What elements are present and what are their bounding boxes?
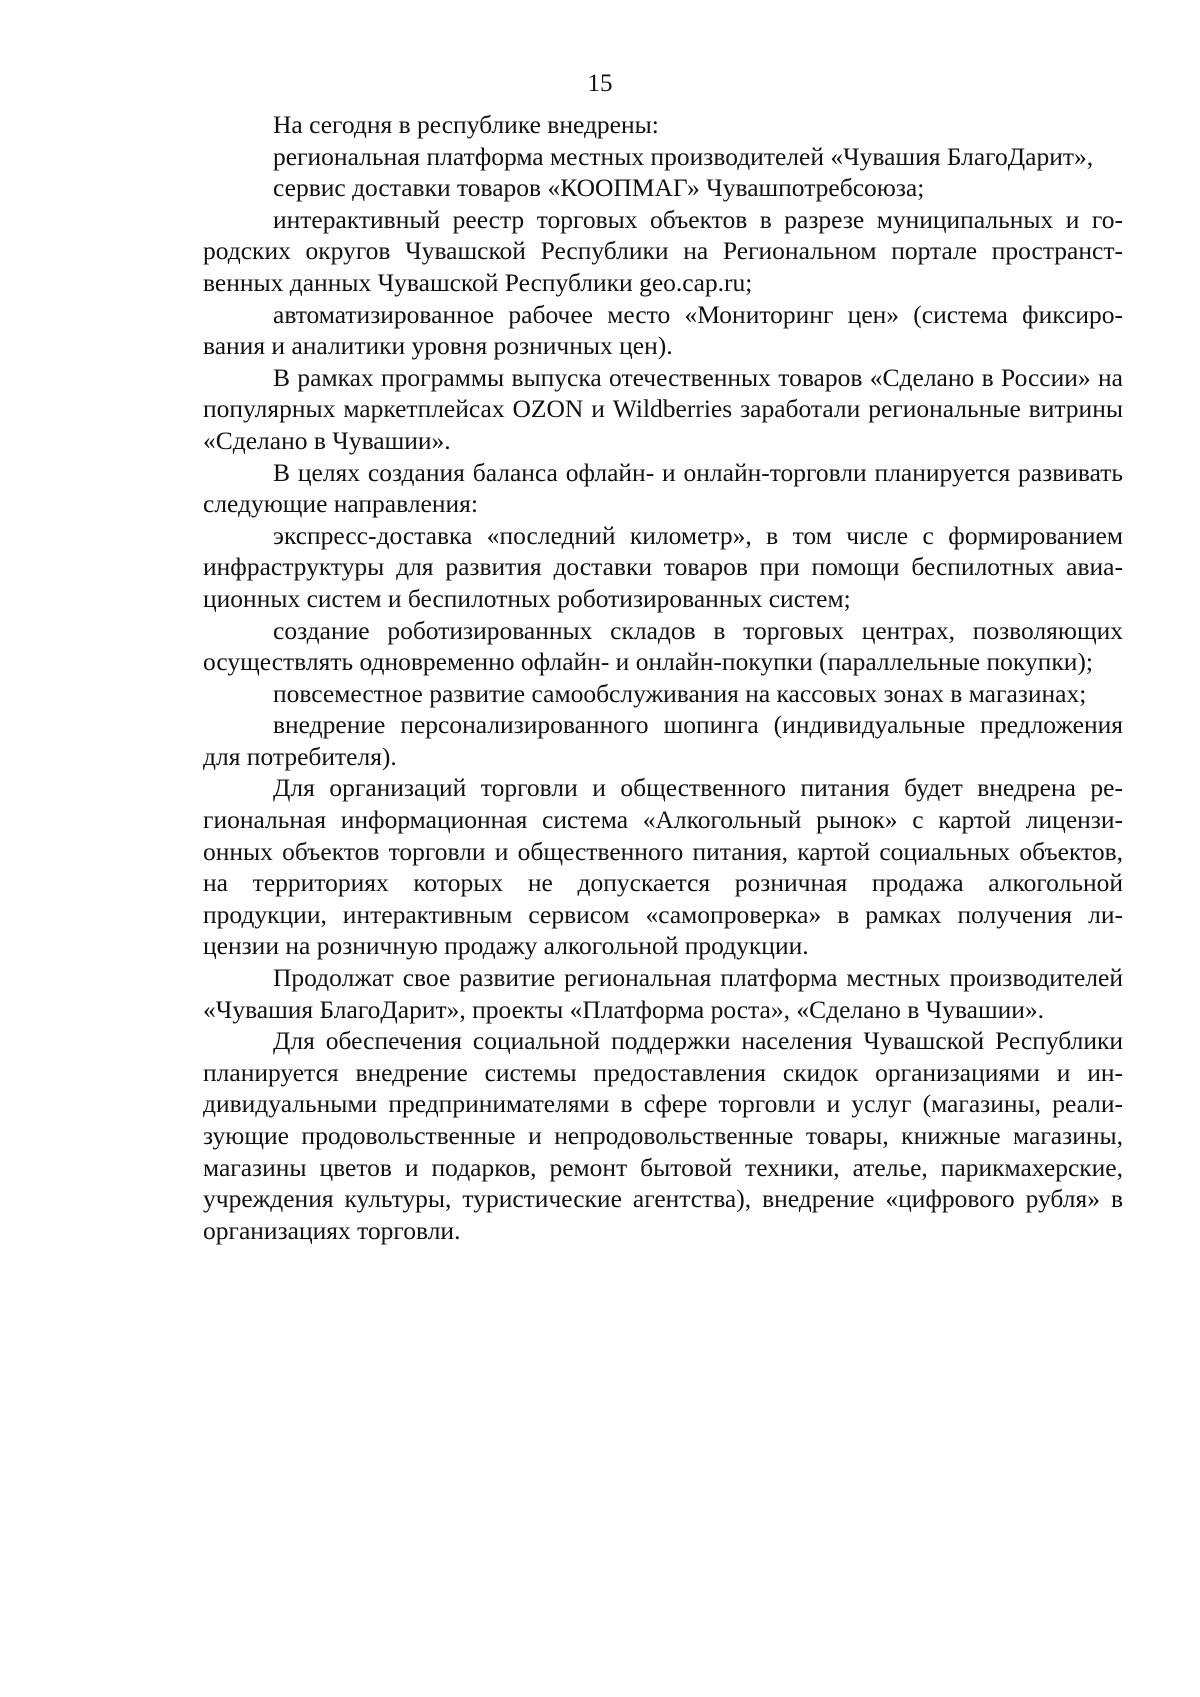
page-number: 15 [587, 70, 613, 97]
paragraph-intro: На сегодня в республике внедрены: [273, 110, 659, 139]
paragraph-list-item: региональная платформа местных производителей «Чувашия БлагоДарит», [273, 141, 1094, 171]
paragraph-list-item: внедрение персонализированного шопинга (индивидуальные предложения для потребителя). [203, 710, 1123, 771]
paragraph: Для обеспечения социальной поддержки населения Чувашской Республики планируется внедрение системы предоставления скидок организациями и индивидуальными предпринимателями в сфере торговли и услуг (магазины, реализующие продовольственные и непродовольственные товары, книжные магазины, магазины цветов и подарков, ремонт бытовой техники, ателье, парикмахерские, учреждения культуры, туристические агентства), внедрение «цифрового рубля» в организациях торговли. [203, 1026, 1123, 1245]
paragraph-list-item: экспресс-доставка «последний километр», в том числе с формированием инфраструктуры для развития доставки товаров при помощи беспилотных авиационных систем и беспилотных роботизированных систем; [203, 520, 1123, 613]
paragraph: Для организаций торговли и общественного питания будет внедрена региональная информационная система «Алкогольный рынок» с картой лицензионных объектов торговли и общественного питания, картой социальных объектов, на территориях которых не допускается розничная продажа алкогольной продукции, интерактивным сервисом «самопроверка» в рамках получения лицензии на розничную продажу алкогольной продукции. [203, 773, 1123, 961]
paragraph-list-item: создание роботизированных складов в торговых центрах, позволяющих осуществлять одновременно офлайн- и онлайн-покупки (параллельные покупки); [203, 615, 1123, 677]
document-body [203, 109, 1123, 1246]
paragraph: В целях создания баланса офлайн- и онлайн-торговли планируется развивать следующие направления: [203, 457, 1123, 519]
paragraph-list-item: автоматизированное рабочее место «Мониторинг цен» (система фиксирования и аналитики уровня розничных цен). [203, 299, 1123, 361]
paragraph-list-item: повсеместное развитие самообслуживания на кассовых зонах в магазинах; [273, 678, 1087, 708]
paragraph: В рамках программы выпуска отечественных товаров «Сделано в России» на популярных маркетплейсах OZON и Wildberries заработали региональные витрины «Сделано в Чувашии». [203, 362, 1123, 455]
paragraph: Продолжат свое развитие региональная платформа местных производителей «Чувашия БлагоДарит», проекты «Платформа роста», «Сделано в Чувашии». [203, 963, 1123, 1024]
paragraph-list-item: интерактивный реестр торговых объектов в разрезе муниципальных и городских округов Чувашской Республики на Региональном портале пространственных данных Чувашской Республики geo.cap.ru; [203, 204, 1123, 297]
paragraph-list-item: сервис доставки товаров «КООПМАГ» Чувашпотребсоюза; [273, 173, 925, 203]
